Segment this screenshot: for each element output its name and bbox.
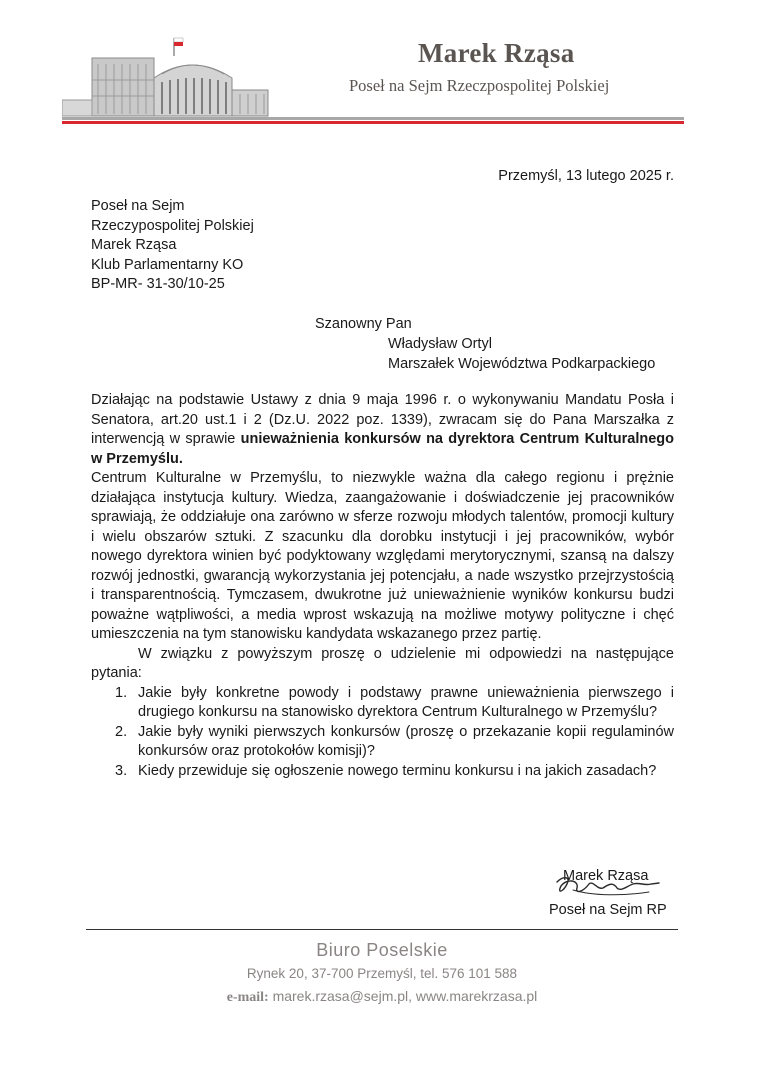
footer-title: Biuro Poselskie — [316, 940, 448, 960]
sender-line: Klub Parlamentarny KO — [91, 256, 244, 273]
sender-line: Rzeczypospolitej Polskiej — [91, 217, 254, 234]
question-item — [91, 684, 674, 723]
addressee-name: Władysław Ortyl — [388, 336, 492, 352]
addressee-role: Marszałek Województwa Podkarpackiego — [388, 356, 656, 372]
footer-contact — [0, 988, 764, 1006]
header-divider-gray — [62, 117, 684, 120]
footer-address: Rynek 20, 37-700 Przemyśl, tel. 576 101 588 — [246, 966, 518, 981]
question-text: Jakie były wyniki pierwszych konkursów (proszę o przekazanie kopii regulaminów konkursów oraz protokołów komisji)? — [138, 723, 674, 759]
question-number: 2. — [115, 723, 128, 740]
main-paragraph: Centrum Kulturalne w Przemyślu, to niezwykle ważna dla całego regionu i prężnie działająca instytucja kultury. Wiedza, zaangażowanie i doświadczenie jej pracowników sprawiają, że oddziałuje ona zarówno w sferze rozwoju młodych talentów, promocji kultury i wielu obszarów sztuki. Z szacunku dla dorobku instytucji i jej pracowników, wybór nowego dyrektora winien być podyktowany względami merytorycznymi, szansą na dalszy rozwój jednostki, gwarancją wykorzystania jej potencjału, a nade wszystko przejrzystością i transparentnością. Tymczasem, dwukrotne już unieważnienie wyników konkursu budzi poważne wątpliwości, a media wprost wskazują na możliwe motywy polityczne i chęć umieszczenia na tym stanowisku kandydata wskazanego przez partię. — [91, 470, 674, 642]
question-item — [91, 723, 674, 762]
sender-block — [91, 197, 254, 295]
intro-text: Działając na podstawie Ustawy z dnia 9 maja 1996 r. o wykonywaniu Mandatu Posła i Senatora, art.20 ust.1 i 2 (Dz.U. 2022 poz. 1339), zwracam się do Pana Marszałka z interwencją w sprawie — [91, 392, 674, 447]
question-number: 1. — [115, 684, 128, 701]
signature-role: Poseł na Sejm RP — [549, 902, 667, 918]
email-label: e-mail: — [226, 990, 269, 1005]
questions-list — [91, 684, 674, 782]
header-divider-red — [62, 121, 684, 124]
header-name: Marek Rząsa — [418, 38, 575, 68]
request-paragraph: W związku z powyższym proszę o udzielenie mi odpowiedzi na następujące pytania: — [91, 645, 674, 681]
sender-reference: BP-MR- 31-30/10-25 — [91, 276, 225, 292]
letter-body — [91, 391, 674, 781]
sender-line: Poseł na Sejm — [91, 198, 185, 214]
contact-links: marek.rzasa@sejm.pl, www.marekrzasa.pl — [272, 988, 538, 1004]
addressee-salutation: Szanowny Pan — [315, 316, 412, 332]
sejm-building-logo — [62, 30, 272, 120]
intro-paragraph — [91, 391, 674, 469]
signature-name: Marek Rząsa — [563, 868, 649, 884]
sender-line: Marek Rząsa — [91, 237, 177, 253]
question-number: 3. — [115, 762, 128, 779]
question-text: Jakie były konkretne powody i podstawy prawne unieważnienia pierwszego i drugiego konkursu na stanowisko dyrektora Centrum Kulturalnego w Przemyślu? — [138, 684, 674, 720]
letter-date: Przemyśl, 13 lutego 2025 r. — [498, 168, 674, 184]
intro-subject: unieważnienia konkursów na dyrektora Centrum Kulturalnego w Przemyślu. — [91, 431, 674, 467]
question-item — [91, 762, 674, 782]
handwritten-signature — [553, 872, 663, 900]
header-subtitle: Poseł na Sejm Rzeczpospolitej Polskiej — [349, 76, 610, 95]
footer-divider — [86, 929, 678, 930]
question-text: Kiedy przewiduje się ogłoszenie nowego terminu konkursu i na jakich zasadach? — [138, 762, 657, 779]
